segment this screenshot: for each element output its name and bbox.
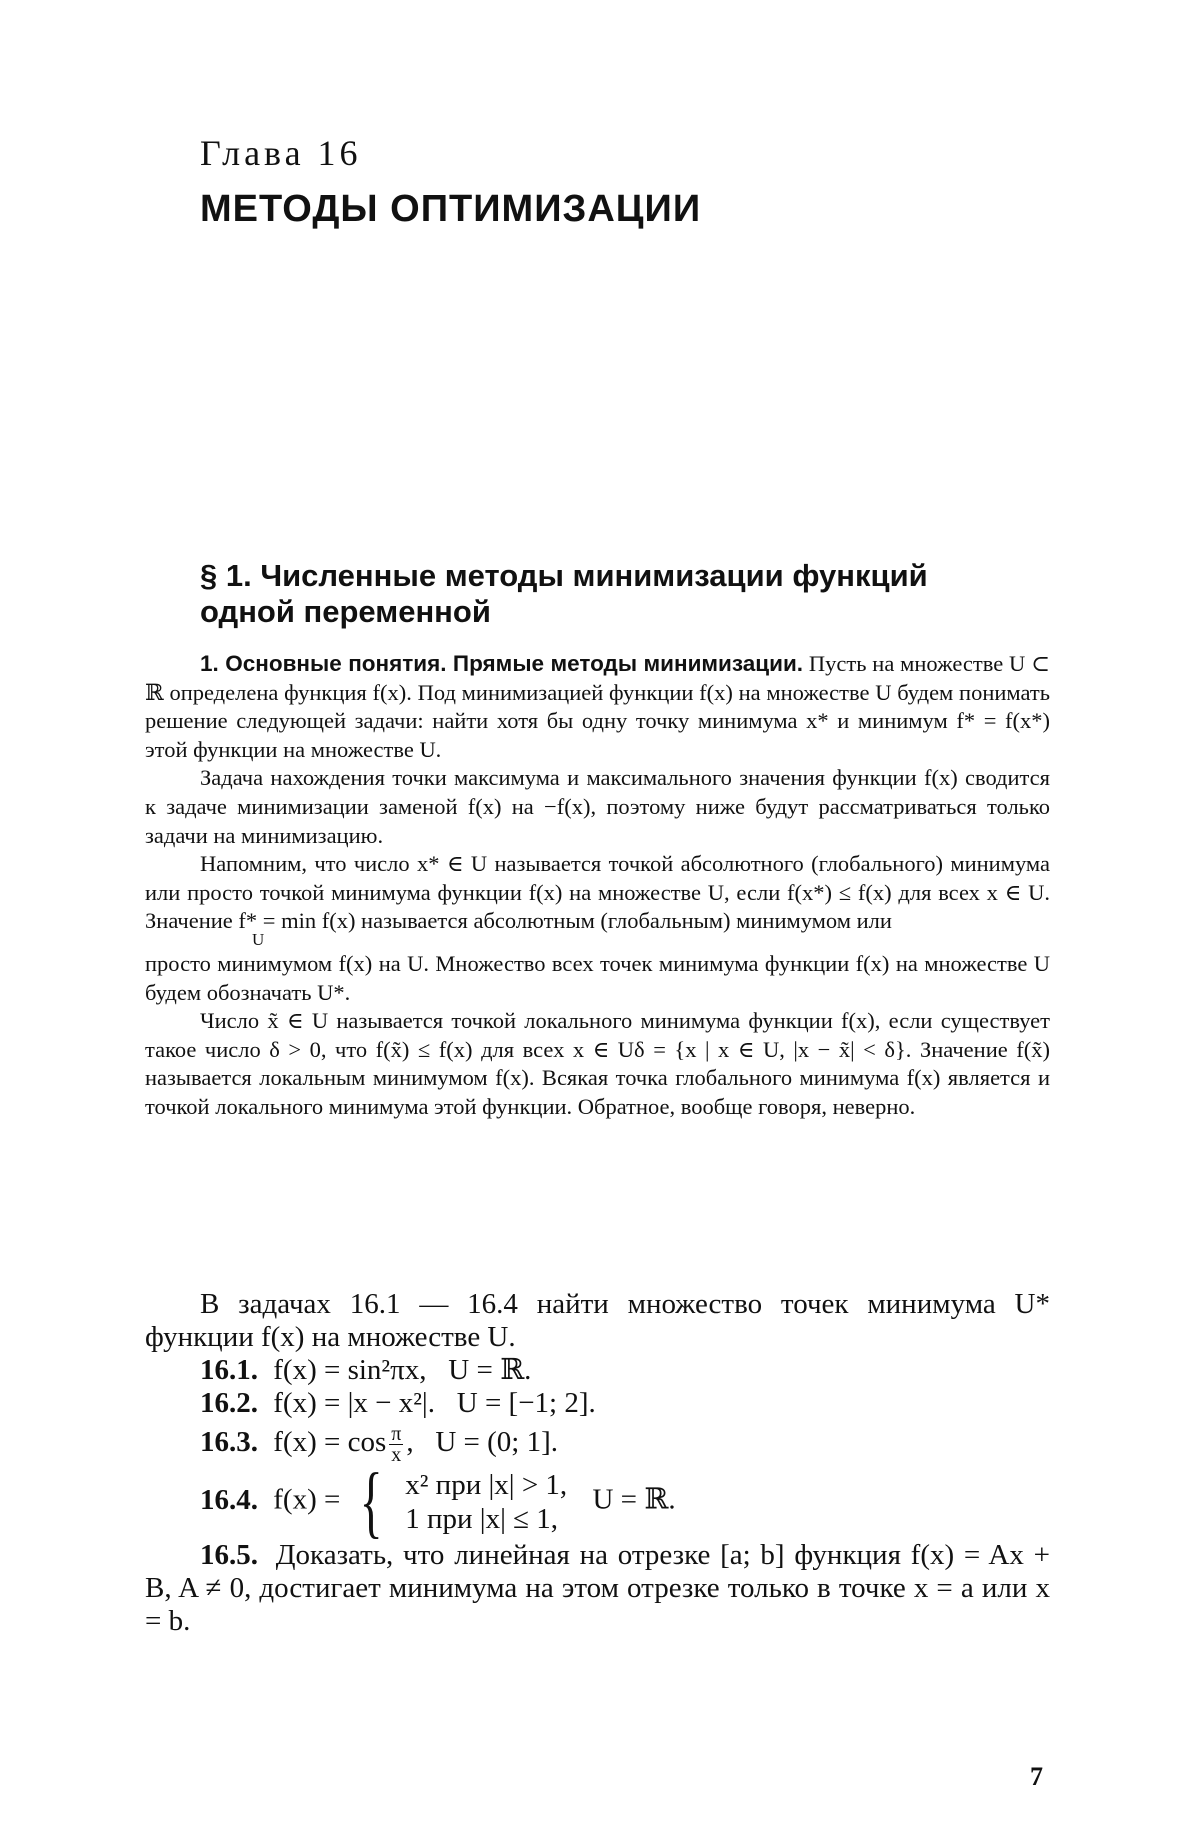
exercise-set: U = [−1; 2]. (456, 1387, 596, 1419)
fraction-numerator: π (391, 1423, 402, 1445)
left-brace: { (359, 1458, 383, 1546)
exercise-expression: f(x) = |x − x²|. (273, 1387, 435, 1419)
exercise-set: U = (0; 1]. (435, 1426, 559, 1459)
exercise-16-2 (145, 1387, 1050, 1420)
exercise-expression: f(x) = (273, 1483, 341, 1516)
paragraph-text: Пусть на множестве U ⊂ ℝ определена функция f(x). Под минимизацией функции f(x) на множестве U будем понимать решение следующей задачи: найти хотя бы одну точку минимума x* и минимум f* = f(x*) этой функции на множестве U. (145, 651, 1050, 762)
exercise-text: Доказать, что линейная на отрезке [a; b] функция f(x) = Ax + B, A ≠ 0, достигает минимума на этом отрезке только в точке x = a или x = b. (145, 1539, 1050, 1637)
exercise-number: 16.4. (200, 1483, 258, 1516)
chapter-label: Глава 16 (200, 133, 362, 173)
exercise-16-4 (145, 1458, 1050, 1546)
paragraph-global-minimum (145, 850, 1050, 950)
exercise-number: 16.1. (200, 1354, 258, 1386)
paragraph-local-minimum: Число x̃ ∈ U называется точкой локального минимума функции f(x), если существует такое число δ > 0, что f(x̃) ≤ f(x) для всех x ∈ Uδ = {x | x ∈ U, |x − x̃| < δ}. Значение f(x̃) называется локальным минимумом f(x). Всякая точка глобального минимума f(x) является и точкой локального минимума этой функции. Обратное, вообще говоря, неверно. (145, 1008, 1050, 1119)
exercise-expression: f(x) = cos (273, 1426, 387, 1459)
exercise-set: U = ℝ. (592, 1483, 676, 1516)
exercise-number: 16.2. (200, 1387, 258, 1419)
exercise-16-1 (145, 1354, 1050, 1387)
fraction (389, 1424, 403, 1465)
section-title: § 1. Численные методы минимизации функций одной переменной (200, 558, 928, 629)
min-subscript: U (252, 929, 265, 949)
case-2: 1 при |x| ≤ 1, (405, 1503, 559, 1535)
fraction-denominator: x (391, 1444, 402, 1466)
exercises (145, 1288, 1050, 1638)
exercise-expression-end: , (406, 1426, 414, 1459)
paragraph-minimum-set: просто минимумом f(x) на U. Множество всех точек минимума функции f(x) на множестве U будем обозначать U*. (145, 950, 1050, 1005)
paragraph-maximization: Задача нахождения точки максимума и максимального значения функции f(x) сводится к задаче минимизации заменой f(x) на −f(x), поэтому ниже будут рассматриваться только задачи на минимизацию. (145, 765, 1050, 848)
paragraph-text: Напомним, что число x* ∈ U называется точкой абсолютного (глобального) минимума или просто точкой минимума функции f(x) на множестве U, если f(x*) ≤ f(x) для всех x ∈ U. Значение f* = min f(x) называется абсолютным (глобальным) минимумом или (145, 851, 1050, 934)
chapter-title: МЕТОДЫ ОПТИМИЗАЦИИ (200, 188, 702, 230)
theory-text (145, 650, 1050, 1122)
case-1: x² при |x| > 1, (405, 1469, 568, 1501)
cases (405, 1468, 567, 1536)
subsection-heading: 1. Основные понятия. Прямые методы минимизации. (200, 651, 804, 676)
paragraph-basic-concepts (145, 650, 1050, 764)
exercise-16-3 (145, 1424, 1050, 1465)
exercise-number: 16.3. (200, 1426, 258, 1459)
exercise-number: 16.5. (200, 1539, 258, 1571)
exercise-16-5 (145, 1539, 1050, 1638)
exercises-intro: В задачах 16.1 — 16.4 найти множество точек минимума U* функции f(x) на множестве U. (145, 1288, 1050, 1353)
exercise-set: U = ℝ. (448, 1354, 532, 1386)
exercise-expression: f(x) = sin²πx, (273, 1354, 427, 1386)
piecewise-definition (352, 1458, 568, 1546)
page-number: 7 (1030, 1762, 1043, 1791)
